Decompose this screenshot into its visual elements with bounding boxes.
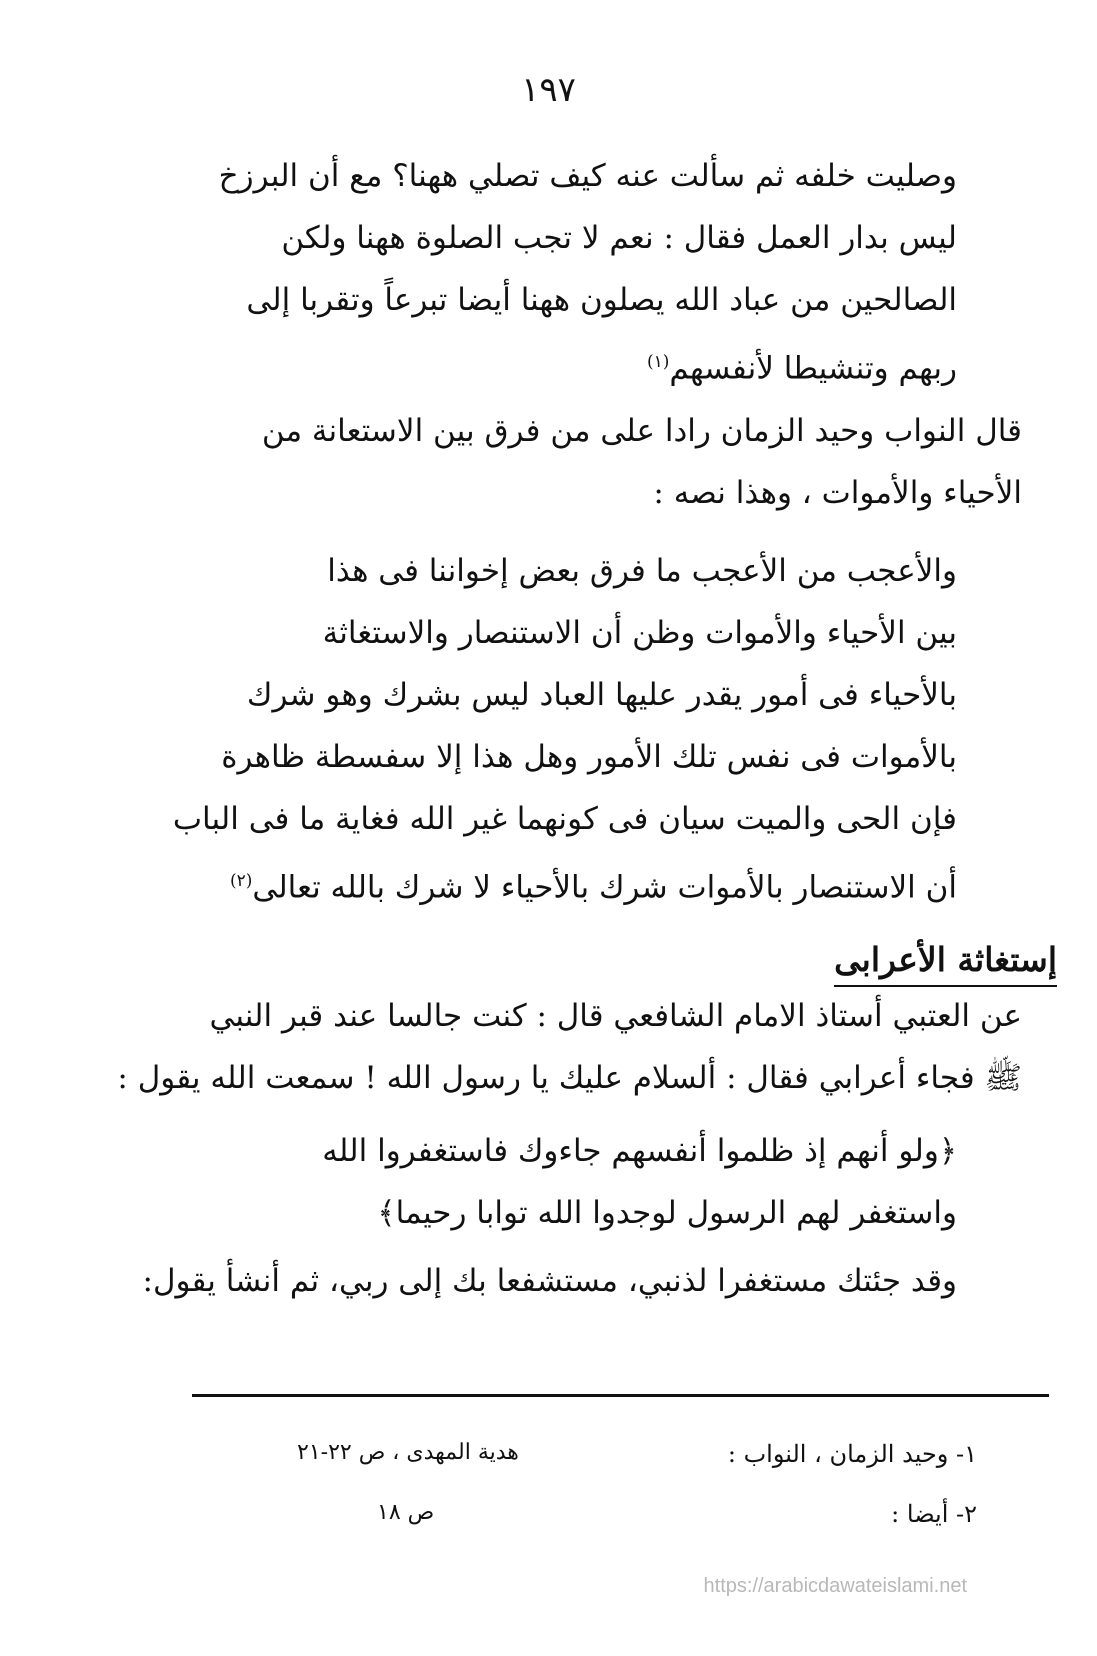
section-heading: إستغاثة الأعرابى: [834, 940, 1057, 987]
footnote-2-source: ص ١٨: [377, 1500, 435, 1525]
paragraph-line: وقد جئتك مستغفرا لذنبي، مستشفعا بك إلى ربي، ثم أنشأ يقول:: [142, 1263, 957, 1299]
verse-line: ﴿ولو أنهم إذ ظلموا أنفسهم جاءوك فاستغفروا الله: [322, 1133, 957, 1169]
footnote-ref-1: (١): [646, 352, 670, 372]
footnote-2: [297, 1500, 977, 1540]
watermark-url: https://arabicdawateislami.net: [703, 1575, 967, 1597]
paragraph-line: وصليت خلفه ثم سألت عنه كيف تصلي ههنا؟ مع أن البرزخ: [218, 158, 957, 194]
footnote-1-source: هدية المهدى ، ص ٢٢-٢١: [297, 1440, 519, 1465]
verse-line: واستغفر لهم الرسول لوجدوا الله توابا رحيما﴾: [377, 1195, 957, 1231]
paragraph-line: [257, 331, 957, 393]
quote-line: والأعجب من الأعجب ما فرق بعض إخواننا فى هذا: [327, 553, 957, 589]
paragraph-line: عن العتبي أستاذ الامام الشافعي قال : كنت جالسا عند قبر النبي: [209, 998, 1022, 1034]
quote-line-text: أن الاستنصار بالأموات شرك بالأحياء لا شرك بالله تعالى: [252, 869, 957, 906]
quote-line: فإن الحى والميت سيان فى كونهما غير الله فغاية ما فى الباب: [172, 801, 957, 837]
quote-line: بين الأحياء والأموات وظن أن الاستنصار والاستغاثة: [322, 615, 957, 651]
paragraph-3: [117, 985, 1022, 1109]
paragraph-line: ﷺ فجاء أعرابي فقال : ألسلام عليك يا رسول الله ! سمعت الله يقول :: [117, 1060, 1022, 1096]
paragraph-line-text: ربهم وتنشيطا لأنفسهم: [669, 350, 957, 387]
page-number: ١٩٧: [521, 70, 576, 110]
quote-line: بالأموات فى نفس تلك الأمور وهل هذا إلا سفسطة ظاهرة: [221, 739, 957, 775]
paragraph-line: الأحياء والأموات ، وهذا نصه :: [653, 475, 1022, 511]
footnote-1: [297, 1440, 977, 1480]
quran-verse: [207, 1120, 957, 1244]
paragraph-line: ليس بدار العمل فقال : نعم لا تجب الصلوة ههنا ولكن: [281, 220, 957, 256]
paragraph-4: [142, 1250, 957, 1312]
paragraph-line: الصالحين من عباد الله يصلون ههنا أيضا تبرعاً وتقربا إلى: [246, 282, 957, 318]
quote-block-1: [172, 540, 957, 912]
quote-line: [229, 850, 957, 912]
quote-line: بالأحياء فى أمور يقدر عليها العباد ليس بشرك وهو شرك: [246, 677, 957, 713]
footnote-ref-2: (٢): [229, 871, 253, 891]
footnote-1-author: ١- وحيد الزمان ، النواب :: [727, 1440, 977, 1468]
paragraph-1: [218, 145, 957, 393]
paragraph-line: قال النواب وحيد الزمان رادا على من فرق بين الاستعانة من: [261, 413, 1022, 449]
footnote-divider: [192, 1394, 1049, 1397]
paragraph-2: [192, 400, 1022, 524]
footnote-2-author: ٢- أيضا :: [891, 1500, 977, 1528]
